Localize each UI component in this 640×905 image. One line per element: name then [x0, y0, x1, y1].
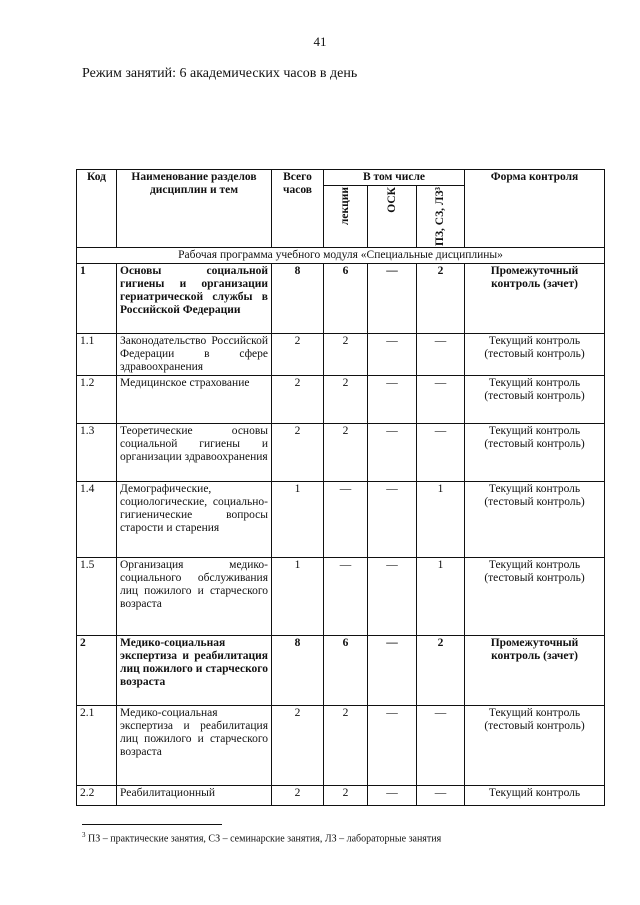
row-name: Медицинское страхование — [117, 376, 272, 424]
row-code: 1.3 — [77, 424, 117, 482]
row-osk: — — [368, 482, 417, 558]
footnote-divider — [82, 824, 222, 825]
row-code: 2.1 — [77, 706, 117, 786]
row-control: Текущий контроль (тестовый контроль) — [465, 334, 605, 376]
row-total: 2 — [272, 424, 324, 482]
row-name: Основы социальной гигиены и организации гериатрической службы в Российской Федерации — [117, 264, 272, 334]
row-code: 2.2 — [77, 786, 117, 806]
row-lectures: 2 — [324, 334, 368, 376]
table-row — [77, 482, 605, 558]
row-code: 1.5 — [77, 558, 117, 636]
row-code: 1 — [77, 264, 117, 334]
row-lectures: — — [324, 482, 368, 558]
row-code: 2 — [77, 636, 117, 706]
row-total: 2 — [272, 376, 324, 424]
header-osk: ОСК — [368, 186, 417, 248]
page-number: 41 — [313, 34, 327, 49]
row-name: Законодательство Российской Федерации в сфере здравоохранения — [117, 334, 272, 376]
header-pz: ПЗ, СЗ, ЛЗ³ — [417, 186, 465, 248]
header-name: Наименование разделов дисциплин и тем — [117, 170, 272, 248]
footnote-mark: 3 — [82, 831, 86, 839]
row-total: 1 — [272, 558, 324, 636]
table-row — [77, 424, 605, 482]
row-pz: 1 — [417, 482, 465, 558]
table-row — [77, 334, 605, 376]
row-total: 2 — [272, 334, 324, 376]
footnote — [82, 831, 441, 844]
header-code: Код — [77, 170, 117, 248]
row-pz: — — [417, 786, 465, 806]
row-control: Текущий контроль (тестовый контроль) — [465, 482, 605, 558]
row-osk: — — [368, 706, 417, 786]
row-control: Текущий контроль — [465, 786, 605, 806]
row-code: 1.2 — [77, 376, 117, 424]
row-osk: — — [368, 558, 417, 636]
table-row — [77, 706, 605, 786]
row-total: 1 — [272, 482, 324, 558]
row-name: Демографические, социологические, социально-гигиенические вопросы старости и старения — [117, 482, 272, 558]
row-osk: — — [368, 636, 417, 706]
row-osk: — — [368, 424, 417, 482]
row-pz: 1 — [417, 558, 465, 636]
row-control: Текущий контроль (тестовый контроль) — [465, 376, 605, 424]
row-total: 2 — [272, 786, 324, 806]
row-control: Промежуточный контроль (зачет) — [465, 264, 605, 334]
row-lectures: 6 — [324, 636, 368, 706]
study-mode-text: Режим занятий: 6 академических часов в день — [82, 66, 358, 81]
row-name: Организация медико-социального обслуживания лиц пожилого и старческого возраста — [117, 558, 272, 636]
row-osk: — — [368, 264, 417, 334]
row-lectures: 2 — [324, 706, 368, 786]
table-row — [77, 558, 605, 636]
row-code: 1.4 — [77, 482, 117, 558]
row-total: 8 — [272, 264, 324, 334]
row-name: Медико-социальная экспертиза и реабилитация лиц пожилого и старческого возраста — [117, 636, 272, 706]
row-pz: — — [417, 376, 465, 424]
row-control: Промежуточный контроль (зачет) — [465, 636, 605, 706]
row-osk: — — [368, 786, 417, 806]
row-lectures: 2 — [324, 424, 368, 482]
table-row — [77, 264, 605, 334]
row-control: Текущий контроль (тестовый контроль) — [465, 706, 605, 786]
header-control: Форма контроля — [465, 170, 605, 248]
row-total: 8 — [272, 636, 324, 706]
row-name: Реабилитационный — [117, 786, 272, 806]
row-lectures: 2 — [324, 376, 368, 424]
row-pz: 2 — [417, 264, 465, 334]
table-row — [77, 376, 605, 424]
row-lectures: — — [324, 558, 368, 636]
row-lectures: 2 — [324, 786, 368, 806]
row-pz: — — [417, 706, 465, 786]
curriculum-table — [76, 169, 605, 806]
row-name: Медико-социальная экспертиза и реабилитация лиц пожилого и старческого возраста — [117, 706, 272, 786]
footnote-text: ПЗ – практические занятия, СЗ – семинарские занятия, ЛЗ – лабораторные занятия — [88, 833, 442, 845]
row-total: 2 — [272, 706, 324, 786]
table-row — [77, 786, 605, 806]
row-pz: 2 — [417, 636, 465, 706]
row-osk: — — [368, 376, 417, 424]
row-pz: — — [417, 334, 465, 376]
section-title: Рабочая программа учебного модуля «Специальные дисциплины» — [77, 248, 605, 264]
row-code: 1.1 — [77, 334, 117, 376]
header-lectures: лекции — [324, 186, 368, 248]
table-row — [77, 636, 605, 706]
row-osk: — — [368, 334, 417, 376]
row-lectures: 6 — [324, 264, 368, 334]
header-including: В том числе — [324, 170, 465, 186]
row-control: Текущий контроль (тестовый контроль) — [465, 558, 605, 636]
row-pz: — — [417, 424, 465, 482]
row-control: Текущий контроль (тестовый контроль) — [465, 424, 605, 482]
header-total: Всего часов — [272, 170, 324, 248]
row-name: Теоретические основы социальной гигиены и организации здравоохранения — [117, 424, 272, 482]
